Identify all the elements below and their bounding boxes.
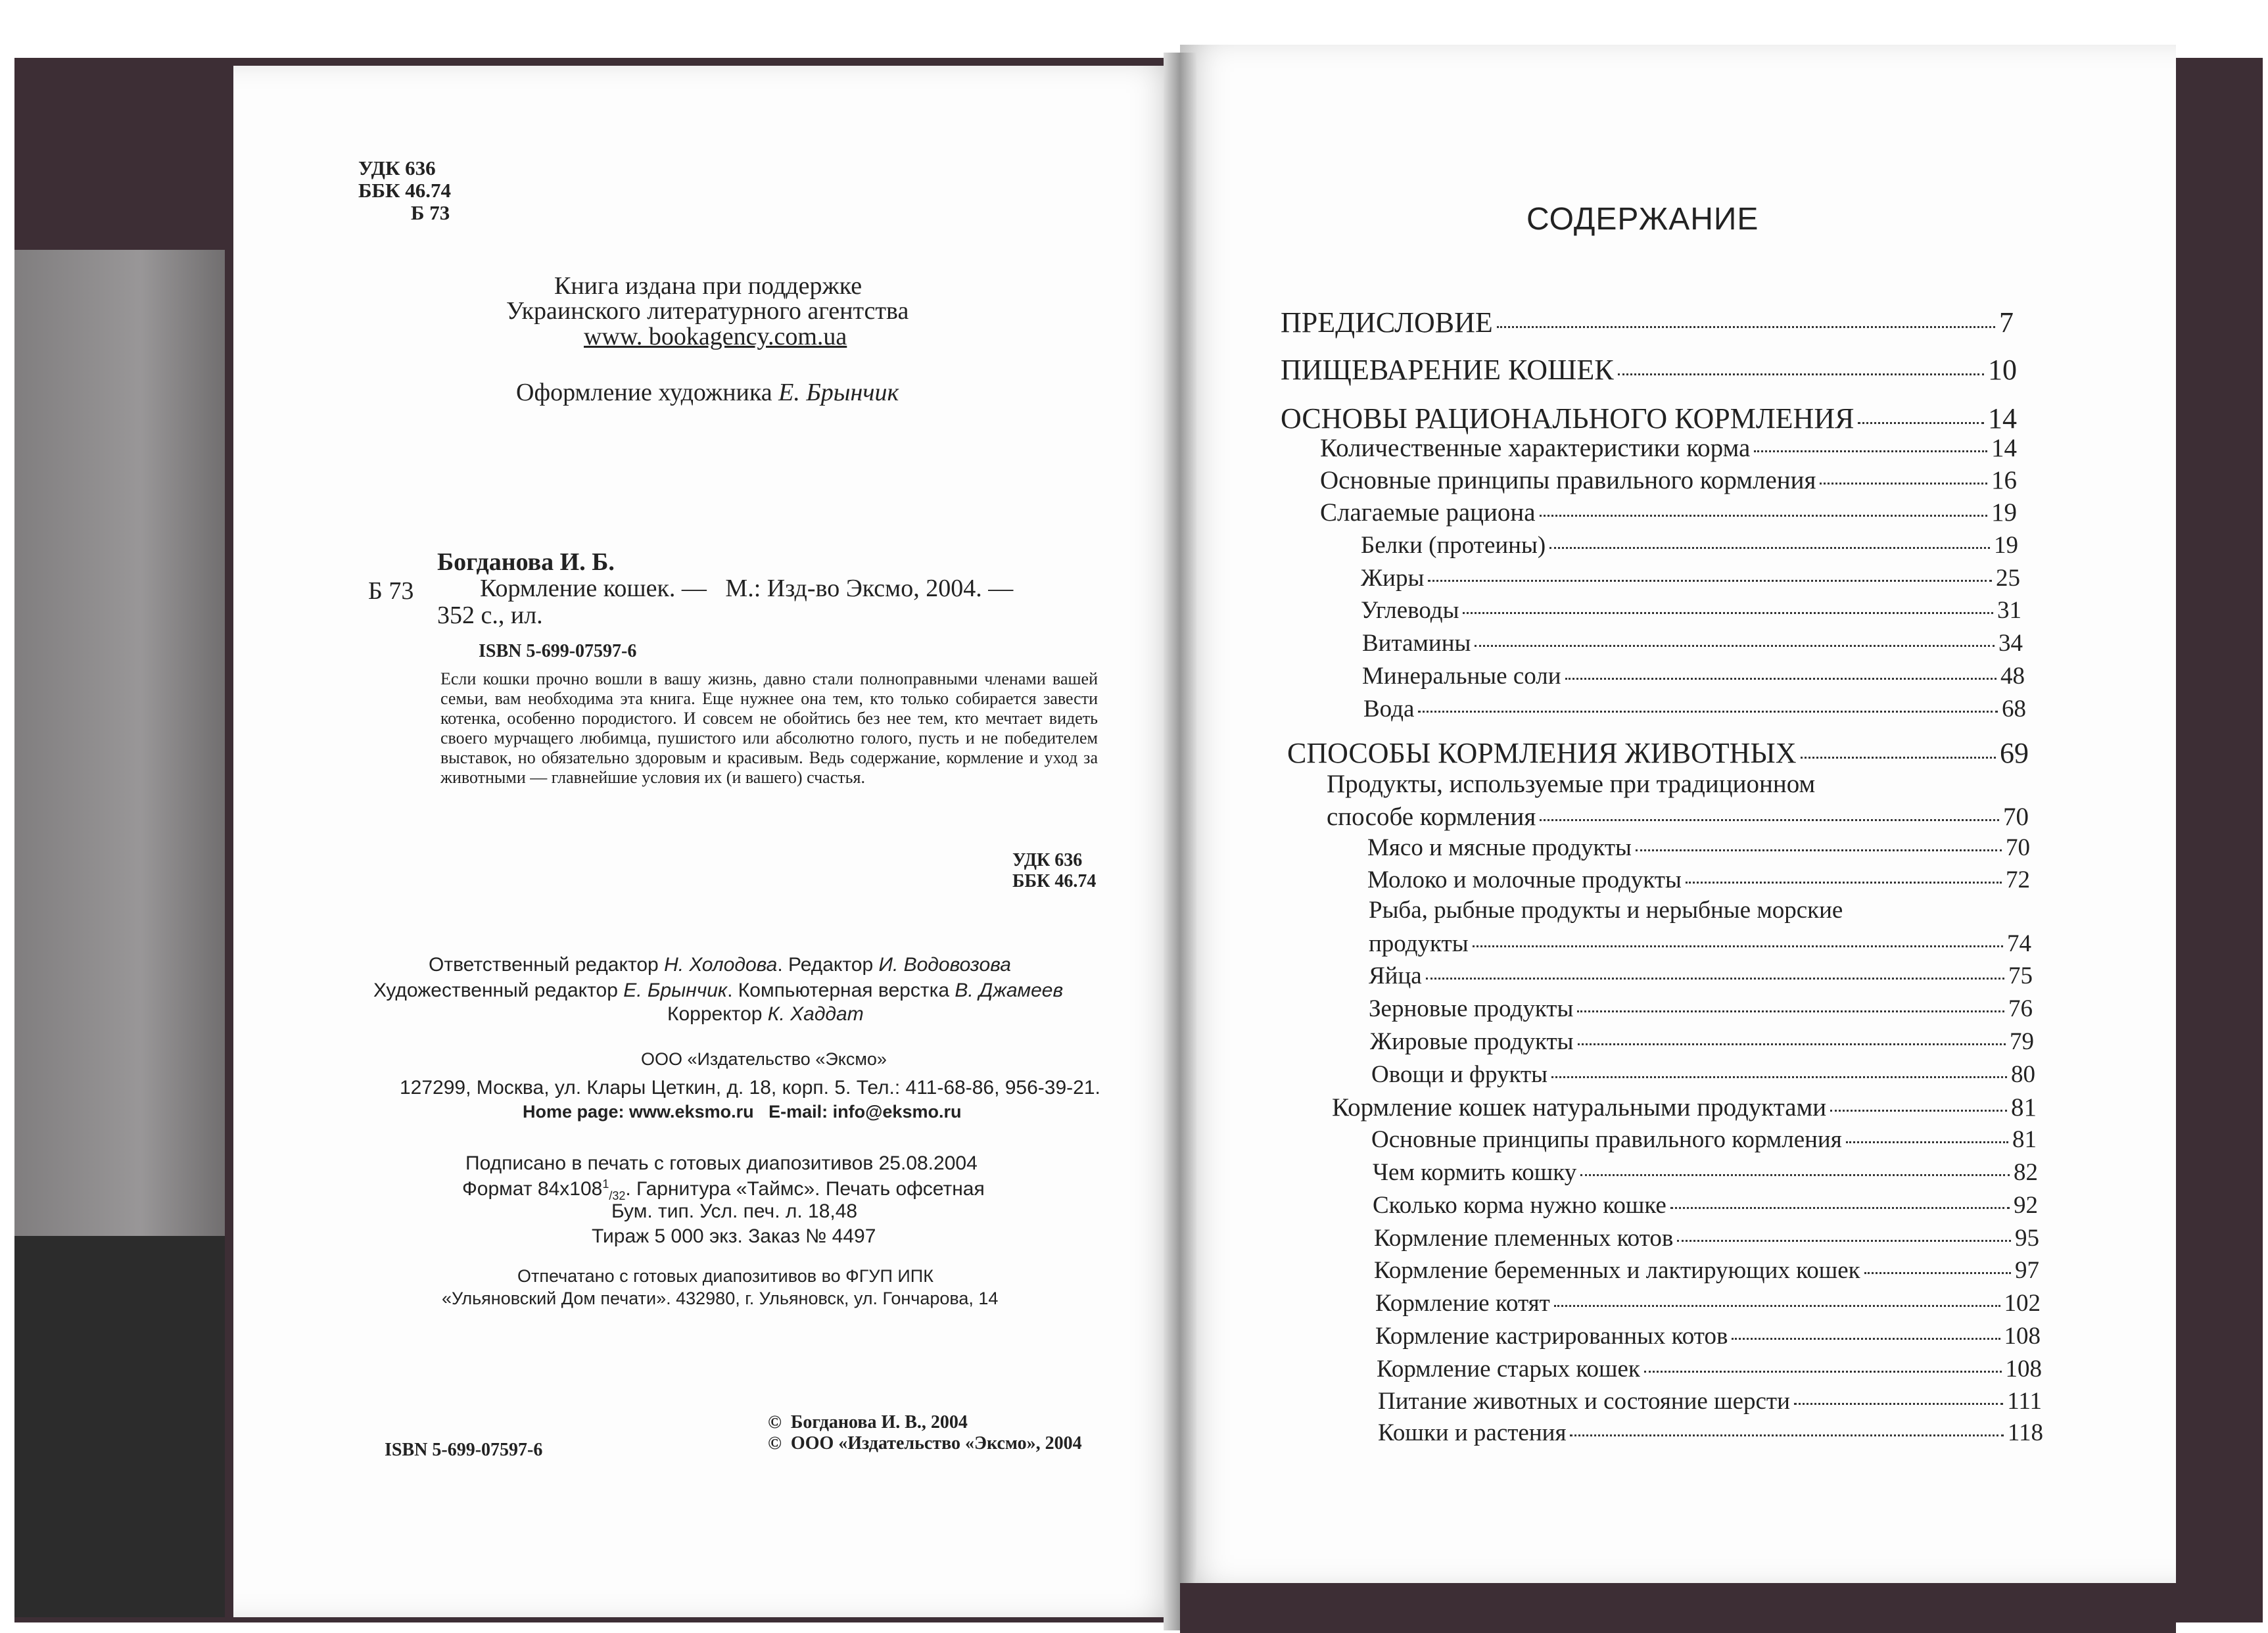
format-text: Формат 84x108 bbox=[462, 1178, 603, 1200]
leader-dots bbox=[1670, 1207, 2010, 1209]
leader-dots bbox=[1554, 1305, 2000, 1307]
toc-page: 82 bbox=[2014, 1159, 2038, 1186]
udc-code: УДК 636 bbox=[358, 156, 436, 179]
toc-label: Количественные характеристики корма bbox=[1320, 434, 1751, 462]
leader-dots bbox=[1473, 945, 2003, 947]
toc-page: 81 bbox=[2012, 1126, 2037, 1153]
toc-page: 76 bbox=[2008, 995, 2033, 1022]
toc-label: Овощи и фрукты bbox=[1371, 1061, 1548, 1088]
toc-label: ОСНОВЫ РАЦИОНАЛЬНОГО КОРМЛЕНИЯ bbox=[1281, 402, 1855, 435]
toc-entry[interactable] bbox=[1374, 1224, 2039, 1252]
toc-label: Кормление кошек натуральными продуктами bbox=[1332, 1093, 1827, 1122]
book-gutter bbox=[1164, 53, 1196, 1630]
toc-page: 70 bbox=[2003, 803, 2029, 831]
leader-dots bbox=[1418, 711, 1998, 713]
copyright-publisher: © ООО «Издательство «Эксмо», 2004 bbox=[768, 1433, 1082, 1454]
toc-label: Жиры bbox=[1361, 565, 1425, 592]
toc-page: 69 bbox=[2000, 737, 2029, 769]
leader-dots bbox=[1426, 978, 2004, 980]
leader-dots bbox=[1846, 1141, 2008, 1143]
toc-label: Жировые продукты bbox=[1370, 1028, 1574, 1055]
bib-pages: 352 с., ил. bbox=[437, 602, 543, 629]
toc-entry[interactable] bbox=[1332, 1093, 2037, 1122]
credit-name: Н. Холодова bbox=[664, 954, 778, 976]
toc-label: Мясо и мясные продукты bbox=[1367, 834, 1632, 861]
toc-page: 19 bbox=[1991, 498, 2017, 527]
annotation-text: Если кошки прочно вошли в вашу жизнь, давно стали полноправными членами вашей семьи, вам необходима эта книга. Еще нужнее она тем, кто только собирается завести котенка, особенно породистого. И совсем не обойтись без нее тем, кто мечтает видеть своего мурчащего любимца, пушистого или абсолютно голого, пусть и не победителем выставок, но обязательно здоровым и красивым. Ведь содержание, кормление и уход за животными — главнейшие условия их (и вашего) счастья. bbox=[440, 669, 1098, 787]
bib-author: Богданова И. Б. bbox=[437, 548, 615, 576]
format-text: . Гарнитура «Таймс». Печать офсетная bbox=[625, 1178, 985, 1200]
leader-dots bbox=[1732, 1338, 2000, 1340]
toc-entry[interactable] bbox=[1378, 1419, 2043, 1447]
toc-label: Зерновые продукты bbox=[1369, 995, 1574, 1022]
toc-entry[interactable] bbox=[1281, 306, 2014, 339]
toc-entry[interactable] bbox=[1362, 662, 2025, 690]
toc-page: 80 bbox=[2011, 1061, 2035, 1088]
leader-dots bbox=[1540, 819, 1999, 821]
footer-isbn: ISBN 5-699-07597-6 bbox=[385, 1440, 543, 1460]
credit-name: В. Джамеев bbox=[955, 980, 1064, 1001]
toc-label: Молоко и молочные продукты bbox=[1367, 866, 1682, 893]
toc-entry[interactable] bbox=[1369, 995, 2033, 1023]
credit-label: . Редактор bbox=[777, 954, 879, 976]
toc-entry[interactable] bbox=[1373, 1191, 2038, 1219]
toc-entry[interactable] bbox=[1363, 695, 2026, 723]
toc-page: 118 bbox=[2007, 1419, 2043, 1446]
toc-entry[interactable] bbox=[1373, 1158, 2038, 1187]
credit-name: Е. Брынчик bbox=[623, 980, 728, 1001]
toc-entry[interactable] bbox=[1287, 736, 2029, 770]
toc-page: 14 bbox=[1988, 402, 2017, 435]
leader-dots bbox=[1830, 1110, 2007, 1112]
leader-dots bbox=[1463, 612, 1993, 614]
toc-page: 7 bbox=[1999, 306, 2014, 339]
leader-dots bbox=[1549, 547, 1990, 549]
credits-line-3 bbox=[667, 1005, 864, 1024]
imprint-printed-1: Отпечатано с готовых диапозитивов во ФГУП ИПК bbox=[517, 1266, 933, 1286]
credit-label: Ответственный редактор bbox=[429, 954, 665, 976]
toc-entry[interactable] bbox=[1378, 1387, 2042, 1415]
toc-entry[interactable] bbox=[1320, 433, 2017, 463]
leader-dots bbox=[1551, 1076, 2007, 1078]
publisher-address: 127299, Москва, ул. Клары Цеткин, д. 18, корп. 5. Тел.: 411-68-86, 956-39-21. bbox=[400, 1077, 1100, 1099]
toc-entry[interactable] bbox=[1374, 1256, 2039, 1285]
agency-url-link[interactable]: www. bookagency.com.ua bbox=[584, 323, 847, 350]
format-sub: /32 bbox=[609, 1189, 626, 1202]
format-sup: 1 bbox=[602, 1177, 609, 1191]
toc-label: Основные принципы правильного кормления bbox=[1320, 466, 1816, 494]
leader-dots bbox=[1570, 1434, 2003, 1436]
cover-bottom-edge bbox=[1180, 1583, 2176, 1633]
toc-entry-line1: Продукты, используемые при традиционном bbox=[1327, 770, 1816, 798]
toc-label: Чем кормить кошку bbox=[1373, 1159, 1577, 1186]
leader-dots bbox=[1794, 1403, 2003, 1405]
toc-page: 79 bbox=[2010, 1028, 2034, 1055]
toc-entry[interactable] bbox=[1361, 531, 2018, 559]
toc-page: 10 bbox=[1988, 354, 2017, 386]
toc-label: Основные принципы правильного кормления bbox=[1371, 1126, 1842, 1153]
toc-entry[interactable] bbox=[1367, 834, 2030, 862]
imprint-paper: Бум. тип. Усл. печ. л. 18,48 bbox=[611, 1200, 858, 1222]
author-sign-code: Б 73 bbox=[411, 201, 450, 224]
cover-texture bbox=[14, 250, 225, 1236]
credit-name: И. Водовозова bbox=[878, 954, 1011, 976]
toc-page: 68 bbox=[2002, 696, 2026, 722]
toc-label: Кормление кастрированных котов bbox=[1375, 1323, 1728, 1350]
toc-page: 48 bbox=[2000, 663, 2025, 690]
toc-label: Кошки и растения bbox=[1378, 1419, 1567, 1446]
bbk-code: ББК 46.74 bbox=[358, 179, 451, 202]
leader-dots bbox=[1580, 1174, 2010, 1176]
toc-label: способе кормления bbox=[1327, 803, 1536, 831]
toc-page: 74 bbox=[2007, 930, 2031, 957]
toc-page: 19 bbox=[1994, 532, 2018, 559]
udc-code-2: УДК 636 bbox=[1012, 850, 1083, 870]
toc-label: Кормление старых кошек bbox=[1377, 1356, 1640, 1383]
toc-label: ПРЕДИСЛОВИЕ bbox=[1281, 306, 1493, 339]
toc-label: Минеральные соли bbox=[1362, 663, 1561, 690]
toc-page: 108 bbox=[2004, 1323, 2041, 1350]
publisher-web: Home page: www.eksmo.ru E-mail: info@eksmo.ru bbox=[523, 1102, 962, 1122]
toc-label: Кормление котят bbox=[1375, 1290, 1550, 1317]
toc-label: ПИЩЕВАРЕНИЕ КОШЕК bbox=[1281, 354, 1614, 386]
bbk-code-2: ББК 46.74 bbox=[1012, 871, 1097, 891]
leader-dots bbox=[1540, 515, 1987, 517]
toc-label: Кормление беременных и лактирующих кошек bbox=[1374, 1257, 1860, 1284]
leader-dots bbox=[1754, 450, 1987, 452]
toc-label: продукты bbox=[1369, 930, 1469, 957]
toc-label: Яйца bbox=[1369, 962, 1422, 989]
support-line-1: Книга издана при поддержке bbox=[554, 272, 862, 300]
toc-page: 70 bbox=[2006, 834, 2030, 861]
support-line-2: Украинского литературного агентства bbox=[506, 297, 909, 325]
cover-dark-corner bbox=[14, 1236, 225, 1617]
toc-entry[interactable] bbox=[1320, 498, 2017, 527]
toc-entry[interactable] bbox=[1362, 629, 2023, 657]
toc-entry[interactable] bbox=[1281, 353, 2017, 387]
leader-dots bbox=[1801, 757, 1996, 759]
credits-line-2 bbox=[373, 981, 1063, 1001]
leader-dots bbox=[1686, 882, 2002, 884]
leader-dots bbox=[1864, 1272, 2011, 1274]
toc-label: Витамины bbox=[1362, 630, 1471, 657]
leader-dots bbox=[1565, 678, 1996, 680]
toc-page: 14 bbox=[1991, 434, 2017, 462]
toc-title: СОДЕРЖАНИЕ bbox=[1526, 202, 1759, 237]
toc-label: Углеводы bbox=[1361, 597, 1459, 624]
bib-isbn: ISBN 5-699-07597-6 bbox=[479, 641, 637, 661]
toc-entry[interactable] bbox=[1367, 866, 2030, 894]
toc-label: Кормление племенных котов bbox=[1374, 1225, 1674, 1252]
toc-entry[interactable] bbox=[1377, 1355, 2042, 1383]
toc-label: СПОСОБЫ КОРМЛЕНИЯ ЖИВОТНЫХ bbox=[1287, 737, 1797, 769]
toc-entry[interactable] bbox=[1375, 1289, 2041, 1317]
leader-dots bbox=[1497, 326, 1995, 328]
toc-entry[interactable] bbox=[1371, 1125, 2037, 1154]
imprint-format bbox=[462, 1178, 985, 1202]
leader-dots bbox=[1577, 1010, 2004, 1012]
toc-label: Питание животных и состояние шерсти bbox=[1378, 1388, 1790, 1415]
leader-dots bbox=[1677, 1240, 2011, 1242]
toc-page: 34 bbox=[1998, 630, 2023, 657]
toc-page: 72 bbox=[2006, 866, 2030, 893]
bib-code: Б 73 bbox=[368, 577, 414, 605]
toc-page: 75 bbox=[2008, 962, 2033, 989]
toc-page: 25 bbox=[1996, 565, 2020, 592]
toc-label: Белки (протеины) bbox=[1361, 532, 1546, 559]
toc-entry[interactable] bbox=[1375, 1322, 2041, 1350]
publisher-name: ООО «Издательство «Эксмо» bbox=[641, 1049, 887, 1069]
toc-page: 81 bbox=[2011, 1093, 2037, 1122]
leader-dots bbox=[1858, 422, 1984, 424]
leader-dots bbox=[1644, 1371, 2002, 1373]
toc-entry[interactable] bbox=[1327, 802, 2029, 832]
imprint-run: Тираж 5 000 экз. Заказ № 4497 bbox=[592, 1225, 876, 1247]
leader-dots bbox=[1475, 645, 1995, 647]
toc-label: Вода bbox=[1363, 696, 1415, 722]
design-artist: Е. Брынчик bbox=[778, 379, 899, 406]
design-prefix: Оформление художника bbox=[516, 379, 772, 406]
credit-label: . Компьютерная верстка bbox=[727, 980, 955, 1001]
toc-page: 95 bbox=[2015, 1225, 2039, 1252]
toc-entry[interactable] bbox=[1371, 1060, 2035, 1089]
copyright-author: © Богданова И. В., 2004 bbox=[768, 1412, 968, 1432]
imprint-printed-2: «Ульяновский Дом печати». 432980, г. Ульяновск, ул. Гончарова, 14 bbox=[442, 1289, 999, 1308]
leader-dots bbox=[1618, 373, 1984, 375]
toc-entry[interactable] bbox=[1281, 402, 2017, 435]
toc-entry[interactable] bbox=[1369, 930, 2031, 958]
toc-entry[interactable] bbox=[1361, 564, 2020, 592]
leader-dots bbox=[1428, 580, 1992, 582]
leader-dots bbox=[1578, 1043, 2006, 1045]
toc-page: 16 bbox=[1991, 466, 2017, 494]
toc-page: 108 bbox=[2005, 1356, 2042, 1383]
credit-name: К. Хаддат bbox=[767, 1003, 864, 1025]
toc-entry[interactable] bbox=[1369, 962, 2033, 990]
design-credit bbox=[516, 380, 899, 405]
toc-page: 111 bbox=[2007, 1388, 2042, 1415]
toc-label: Слагаемые рациона bbox=[1320, 498, 1536, 527]
bib-title-line: Кормление кошек. — М.: Изд-во Эксмо, 2004. — bbox=[480, 575, 1014, 602]
toc-page: 92 bbox=[2014, 1192, 2038, 1219]
toc-page: 97 bbox=[2015, 1257, 2039, 1284]
imprint-signed: Подписано в печать с готовых диапозитивов 25.08.2004 bbox=[465, 1152, 978, 1174]
leader-dots bbox=[1636, 849, 2002, 851]
toc-page: 102 bbox=[2004, 1290, 2041, 1317]
toc-entry[interactable] bbox=[1320, 465, 2017, 495]
leader-dots bbox=[1820, 483, 1987, 485]
credit-label: Корректор bbox=[667, 1003, 768, 1025]
toc-entry[interactable] bbox=[1361, 596, 2021, 625]
toc-page: 31 bbox=[1997, 597, 2021, 624]
toc-label: Сколько корма нужно кошке bbox=[1373, 1192, 1666, 1219]
toc-entry[interactable] bbox=[1370, 1028, 2034, 1056]
toc-entry-line1: Рыба, рыбные продукты и нерыбные морские bbox=[1369, 897, 1843, 924]
credit-label: Художественный редактор bbox=[373, 980, 624, 1001]
credits-line-1 bbox=[429, 955, 1011, 975]
